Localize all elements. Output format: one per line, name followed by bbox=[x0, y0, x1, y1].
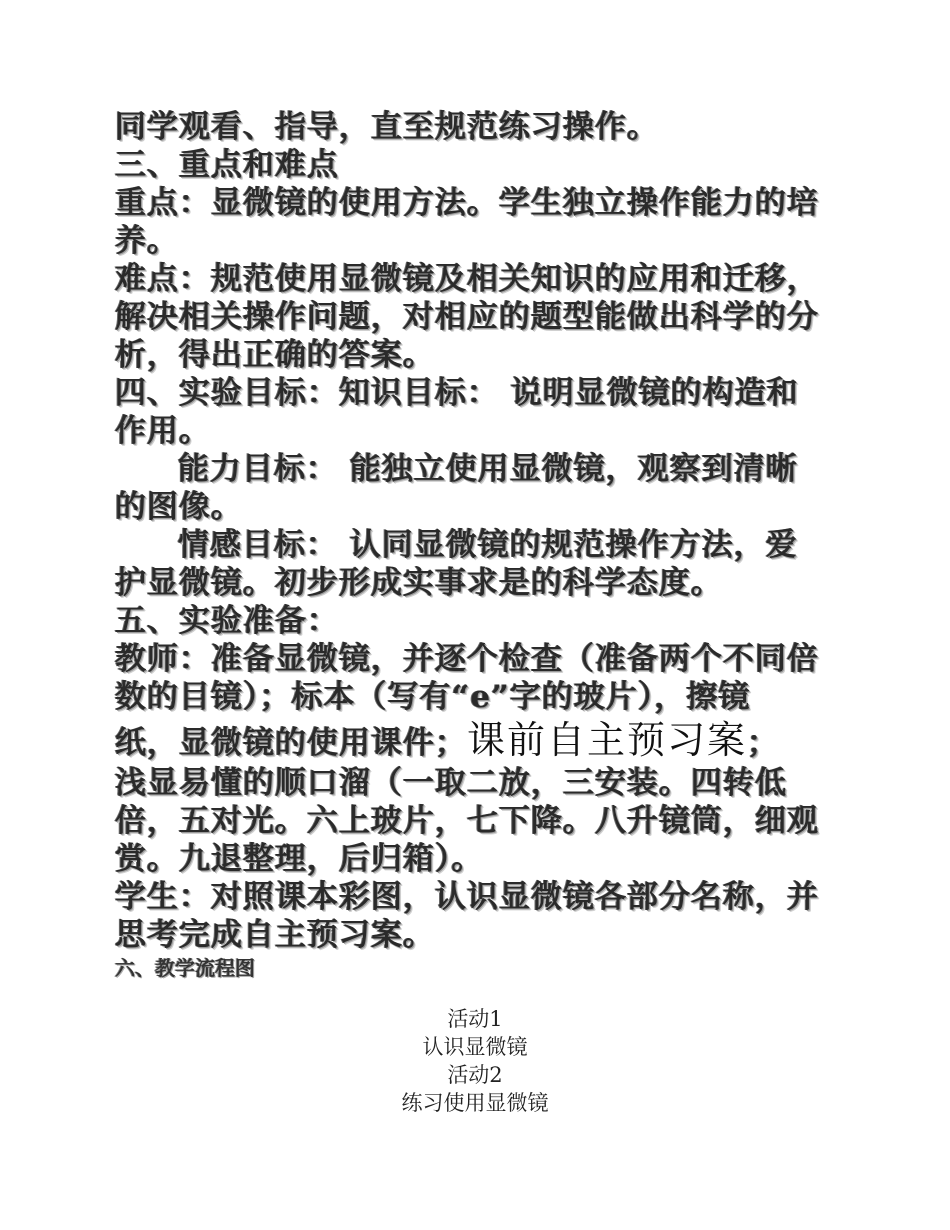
paragraph-line: 数的目镜）；标本（写有“e”字的玻片），擦镜 bbox=[115, 679, 751, 715]
flow-activity-1-name: 认识显微镜 bbox=[422, 1035, 528, 1059]
paragraph-line: 倍，五对光。六上玻片，七下降。八升镜筒，细观 bbox=[115, 803, 819, 839]
flow-activity-1-label: 活动1 bbox=[447, 1007, 503, 1031]
preview-plan-text: 课前自主预习案 bbox=[467, 718, 748, 762]
paragraph-line-mixed bbox=[115, 716, 835, 764]
section-heading-4: 四、实验目标：知识目标： 说明显微镜的构造和 bbox=[115, 375, 799, 411]
flow-activity-2-name: 练习使用显微镜 bbox=[401, 1091, 549, 1115]
section-heading-6: 六、教学流程图 bbox=[115, 956, 255, 980]
paragraph-line: 同学观看、指导，直至规范练习操作。 bbox=[115, 109, 659, 145]
paragraph-line: 养。 bbox=[115, 223, 179, 259]
section-heading-3: 三、重点和难点 bbox=[115, 147, 339, 183]
section-heading-5: 五、实验准备： bbox=[115, 603, 339, 639]
paragraph-line: 作用。 bbox=[115, 413, 211, 449]
paragraph-line: 思考完成自主预习案。 bbox=[115, 917, 435, 953]
paragraph-line: 解决相关操作问题，对相应的题型能做出科学的分 bbox=[115, 299, 819, 335]
paragraph-line: 重点：显微镜的使用方法。学生独立操作能力的培 bbox=[115, 185, 819, 221]
document-body bbox=[115, 108, 835, 982]
paragraph-line: 情感目标： 认同显微镜的规范操作方法，爱 bbox=[178, 527, 798, 563]
paragraph-line: 析，得出正确的答案。 bbox=[115, 337, 435, 373]
paragraph-line: 能力目标： 能独立使用显微镜，观察到清晰 bbox=[178, 451, 798, 487]
paragraph-line: 浅显易懂的顺口溜（一取二放，三安装。四转低 bbox=[115, 765, 787, 801]
flow-activity-2-label: 活动2 bbox=[447, 1063, 503, 1087]
line-text: ； bbox=[747, 725, 780, 761]
flowchart bbox=[0, 1005, 950, 1117]
line-text: 纸，显微镜的使用课件； bbox=[115, 725, 467, 761]
paragraph-line: 学生：对照课本彩图，认识显微镜各部分名称，并 bbox=[115, 879, 819, 915]
paragraph-line: 赏。九退整理，后归箱）。 bbox=[115, 841, 484, 877]
paragraph-line: 难点：规范使用显微镜及相关知识的应用和迁移， bbox=[115, 261, 819, 297]
paragraph-line: 护显微镜。初步形成实事求是的科学态度。 bbox=[115, 565, 723, 601]
paragraph-line: 教师：准备显微镜，并逐个检查（准备两个不同倍 bbox=[115, 641, 819, 677]
paragraph-line: 的图像。 bbox=[115, 489, 243, 525]
